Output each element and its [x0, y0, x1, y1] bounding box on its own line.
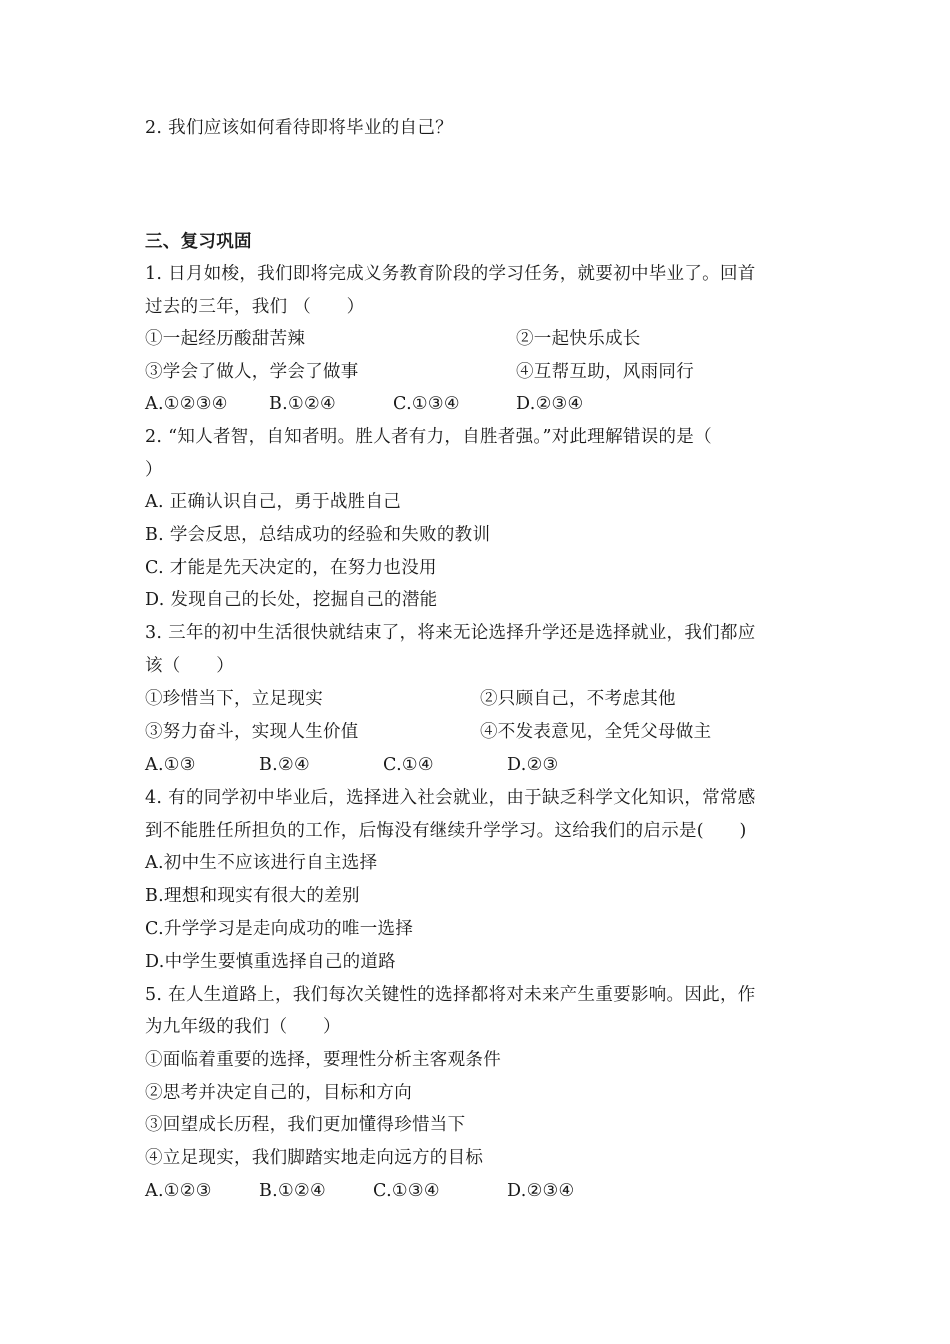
q4-choice-d: D.中学生要慎重选择自己的道路: [145, 952, 396, 972]
q3-item-4: ④不发表意见，全凭父母做主: [480, 722, 712, 742]
q4-choice-b: B.理想和现实有很大的差别: [145, 886, 360, 906]
q5-choice-d: D.②③④: [507, 1181, 575, 1201]
section-title: 三、复习巩固: [145, 232, 252, 252]
q2-stem-line-2: ）: [145, 460, 163, 480]
q5-choice-b: B.①②④: [259, 1181, 326, 1201]
q1-choice-c: C.①③④: [393, 394, 460, 414]
q3-stem-line-1: 3. 三年的初中生活很快就结束了，将来无论选择升学还是选择就业，我们都应: [145, 623, 756, 643]
q5-stem-line-2: 为九年级的我们（ ）: [145, 1017, 341, 1037]
q3-choice-b: B.②④: [259, 755, 310, 775]
q1-stem-line-1: 1. 日月如梭，我们即将完成义务教育阶段的学习任务，就要初中毕业了。回首: [145, 264, 756, 284]
q4-stem-line-2: 到不能胜任所担负的工作，后悔没有继续升学学习。这给我们的启示是( ): [145, 821, 747, 841]
q3-choice-c: C.①④: [383, 755, 434, 775]
q3-item-2: ②只顾自己，不考虑其他: [480, 689, 676, 709]
q3-choice-a: A.①③: [145, 755, 196, 775]
q5-choice-c: C.①③④: [373, 1181, 440, 1201]
q3-item-1: ①珍惜当下，立足现实: [145, 689, 323, 709]
q1-item-1: ①一起经历酸甜苦辣: [145, 329, 306, 349]
q1-choice-d: D.②③④: [516, 394, 584, 414]
q3-choice-d: D.②③: [507, 755, 559, 775]
q2-stem-line-1: 2. “知人者智，自知者明。胜人者有力，自胜者强。”对此理解错误的是（: [145, 427, 712, 447]
q5-item-4: ④立足现实，我们脚踏实地走向远方的目标: [145, 1148, 484, 1168]
prev-question-2: 2. 我们应该如何看待即将毕业的自己？: [145, 118, 453, 138]
q4-choice-c: C.升学学习是走向成功的唯一选择: [145, 919, 414, 939]
q5-item-1: ①面临着重要的选择，要理性分析主客观条件: [145, 1050, 501, 1070]
q3-item-3: ③努力奋斗，实现人生价值: [145, 722, 359, 742]
q5-stem-line-1: 5. 在人生道路上，我们每次关键性的选择都将对未来产生重要影响。因此，作: [145, 985, 756, 1005]
q4-stem-line-1: 4. 有的同学初中毕业后，选择进入社会就业，由于缺乏科学文化知识，常常感: [145, 788, 756, 808]
q5-item-2: ②思考并决定自己的，目标和方向: [145, 1083, 412, 1103]
q1-item-4: ④互帮互助，风雨同行: [516, 362, 694, 382]
q5-item-3: ③回望成长历程，我们更加懂得珍惜当下: [145, 1115, 466, 1135]
q2-choice-d: D. 发现自己的长处，挖掘自己的潜能: [145, 590, 438, 610]
q1-stem-line-2: 过去的三年，我们 （ ）: [145, 297, 365, 317]
q2-choice-a: A. 正确认识自己，勇于战胜自己: [145, 492, 402, 512]
q1-item-3: ③学会了做人，学会了做事: [145, 362, 359, 382]
q1-choice-b: B.①②④: [269, 394, 336, 414]
q2-choice-b: B. 学会反思，总结成功的经验和失败的教训: [145, 525, 491, 545]
q5-choice-a: A.①②③: [145, 1181, 212, 1201]
q1-item-2: ②一起快乐成长: [516, 329, 641, 349]
q4-choice-a: A.初中生不应该进行自主选择: [145, 853, 378, 873]
q1-choice-a: A.①②③④: [145, 394, 228, 414]
q3-stem-line-2: 该（ ）: [145, 656, 234, 676]
q2-choice-c: C. 才能是先天决定的，在努力也没用: [145, 558, 437, 578]
